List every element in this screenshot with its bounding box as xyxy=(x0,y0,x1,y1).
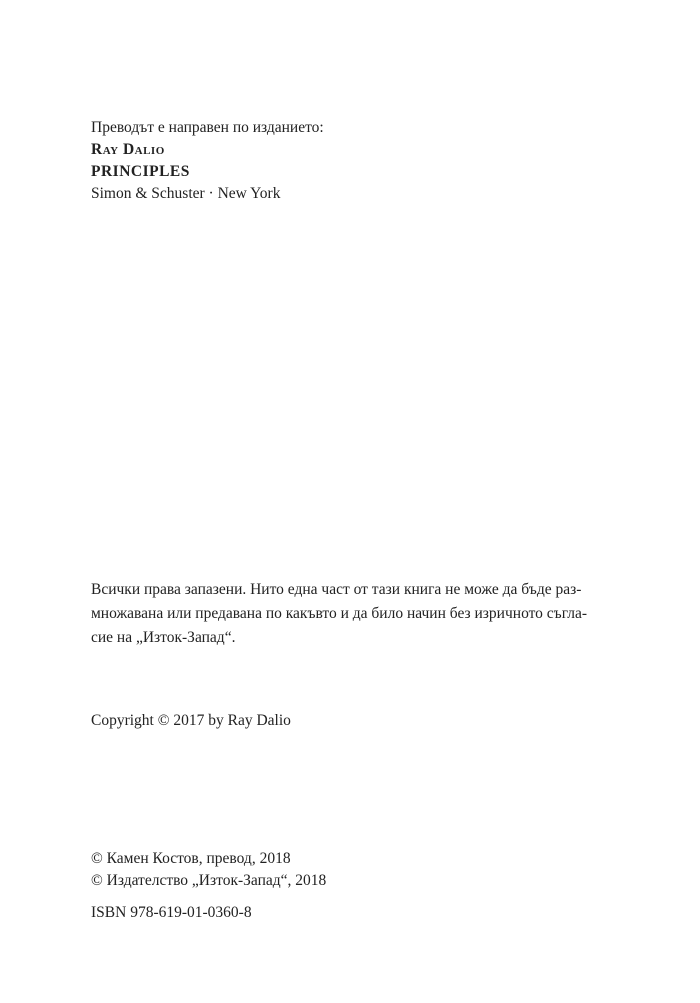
original-title: PRINCIPLES xyxy=(91,163,190,180)
original-publisher: Simon & Schuster · New York xyxy=(91,185,281,202)
isbn-text: ISBN 978-619-01-0360-8 xyxy=(91,904,252,921)
copyright-notice xyxy=(91,710,291,732)
rights-line: Всички права запазени. Нито една част от тази книга не може да бъде раз- xyxy=(91,581,582,598)
translation-source-note: Преводът е направен по изданието: xyxy=(91,119,324,136)
translation-credit: © Камен Костов, превод, 2018 xyxy=(91,850,291,867)
publisher-credit: © Издателство „Изток-Запад“, 2018 xyxy=(91,872,327,889)
isbn-block xyxy=(91,902,252,924)
copyright-text: Copyright © 2017 by Ray Dalio xyxy=(91,712,291,729)
original-edition-info xyxy=(91,117,324,205)
rights-line: множавана или предавана по какъвто и да било начин без изричното съгла- xyxy=(91,605,588,622)
rights-line: сие на „Изток-Запад“. xyxy=(91,629,236,646)
rights-notice xyxy=(91,578,611,650)
original-author: Ray Dalio xyxy=(91,141,165,158)
credits xyxy=(91,848,326,892)
